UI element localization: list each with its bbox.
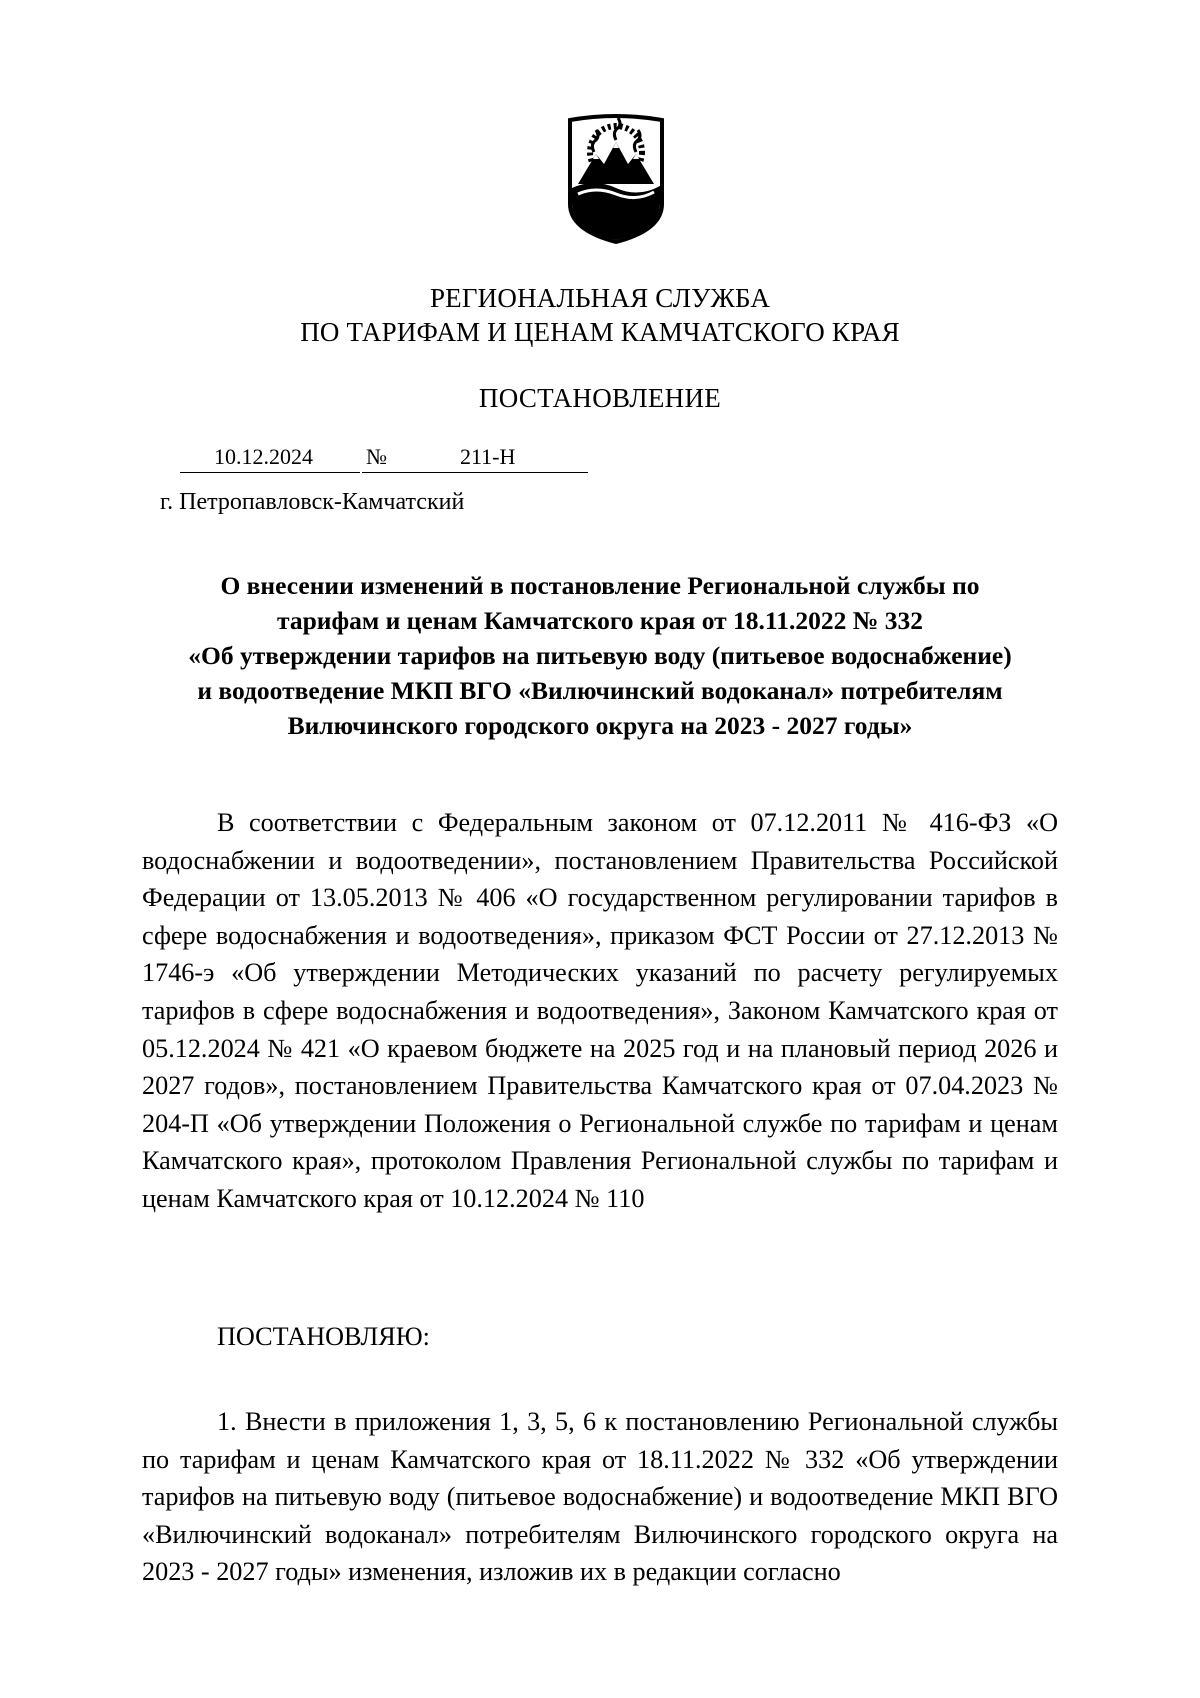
title-line: «Об утверждении тарифов на питьевую воду (питьевое водоснабжение) [188, 641, 1012, 670]
preamble-paragraph: В соответствии с Федеральным законом от 07.12.2011 № 416-ФЗ «О водоснабжении и водоотведении», постановлением Правительства Российской Федерации от 13.05.2013 № 406 «О государственном регулировании тарифов в сфере водоснабжения и водоотведения», приказом ФСТ России от 27.12.2013 № 1746-э «Об утверждении Методических указаний по расчету регулируемых тарифов в сфере водоснабжения и водоотведения», Законом Камчатского края от 05.12.2024 № 421 «О краевом бюджете на 2025 год и на плановый период 2026 и 2027 годов», постановлением Правительства Камчатского края от 07.04.2023 № 204-П «Об утверждении Положения о Региональной службе по тарифам и ценам Камчатского края», протоколом Правления Региональной службы по тарифам и ценам Камчатского края от 10.12.2024 № 110 [142, 808, 1058, 1213]
title-line: и водоотведение МКП ВГО «Вилючинский водоканал» потребителям [197, 676, 1003, 705]
number-sign: № [366, 444, 387, 469]
organization-name-line2: ПО ТАРИФАМ И ЦЕНАМ КАМЧАТСКОГО КРАЯ [300, 317, 900, 347]
decree-heading: ПОСТАНОВЛЯЮ: [217, 1322, 430, 1351]
item-1-paragraph: 1. Внести в приложения 1, 3, 5, 6 к постановлению Региональной службы по тарифам и ценам Камчатского края от 18.11.2022 № 332 «Об утверждении тарифов на питьевую воду (питьевое водоснабжение) и водоотведение МКП ВГО «Вилючинский водоканал» потребителям Вилючинского городского округа на 2023 - 2027 годы» изменения, изложив их в редакции согласно [142, 1407, 1058, 1587]
document-number: 211-Н [460, 444, 516, 469]
document-date: 10.12.2024 [214, 444, 313, 469]
organization-name-line1: РЕГИОНАЛЬНАЯ СЛУЖБА [429, 283, 771, 313]
kamchatka-coat-of-arms-icon [564, 112, 668, 244]
city-name: г. Петропавловск-Камчатский [160, 489, 465, 515]
title-line: О внесении изменений в постановление Региональной службы по [220, 571, 980, 600]
title-line: тарифам и ценам Камчатского края от 18.11.2022 № 332 [276, 606, 924, 635]
document-title [150, 568, 1050, 743]
title-line: Вилючинского городского округа на 2023 - 2027 годы» [287, 711, 913, 740]
document-type: ПОСТАНОВЛЕНИЕ [478, 383, 722, 413]
